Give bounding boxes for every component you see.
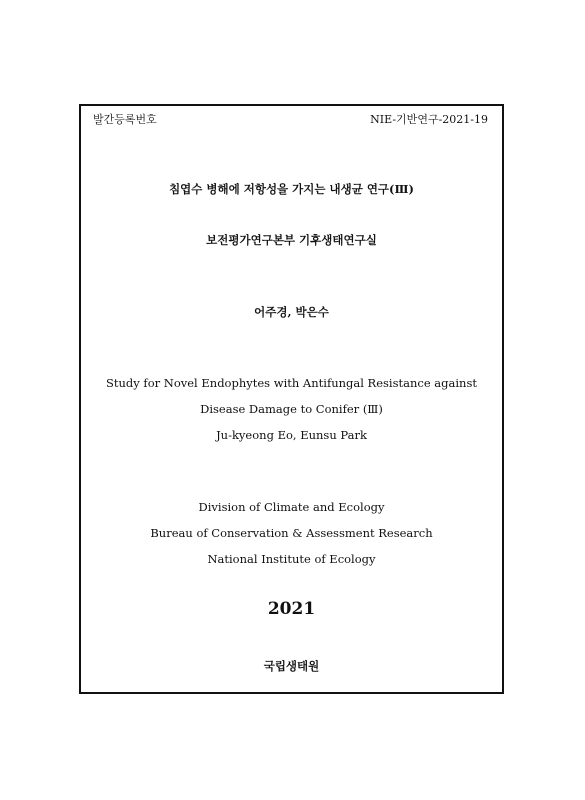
division-name: Division of Climate and Ecology: [198, 500, 385, 514]
english-title-line2: Disease Damage to Conifer (Ⅲ): [200, 402, 383, 416]
publication-year: 2021: [267, 599, 316, 619]
publisher-name: 국립생태원: [263, 659, 320, 673]
registration-label: 발간등록번호: [93, 113, 157, 126]
english-title-line1: Study for Novel Endophytes with Antifungal Resistance against: [106, 376, 477, 390]
institute-name: National Institute of Ecology: [207, 552, 376, 566]
bureau-name: Bureau of Conservation & Assessment Research: [150, 526, 433, 540]
cover-frame: [79, 104, 504, 694]
registration-number: NIE-기반연구-2021-19: [370, 113, 488, 126]
english-authors: Ju-kyeong Eo, Eunsu Park: [216, 428, 367, 442]
korean-department: 보전평가연구본부 기후생태연구실: [206, 233, 377, 247]
korean-authors: 어주경, 박은수: [254, 305, 329, 319]
korean-title: 침엽수 병해에 저항성을 가지는 내생균 연구(Ⅲ): [169, 182, 414, 196]
